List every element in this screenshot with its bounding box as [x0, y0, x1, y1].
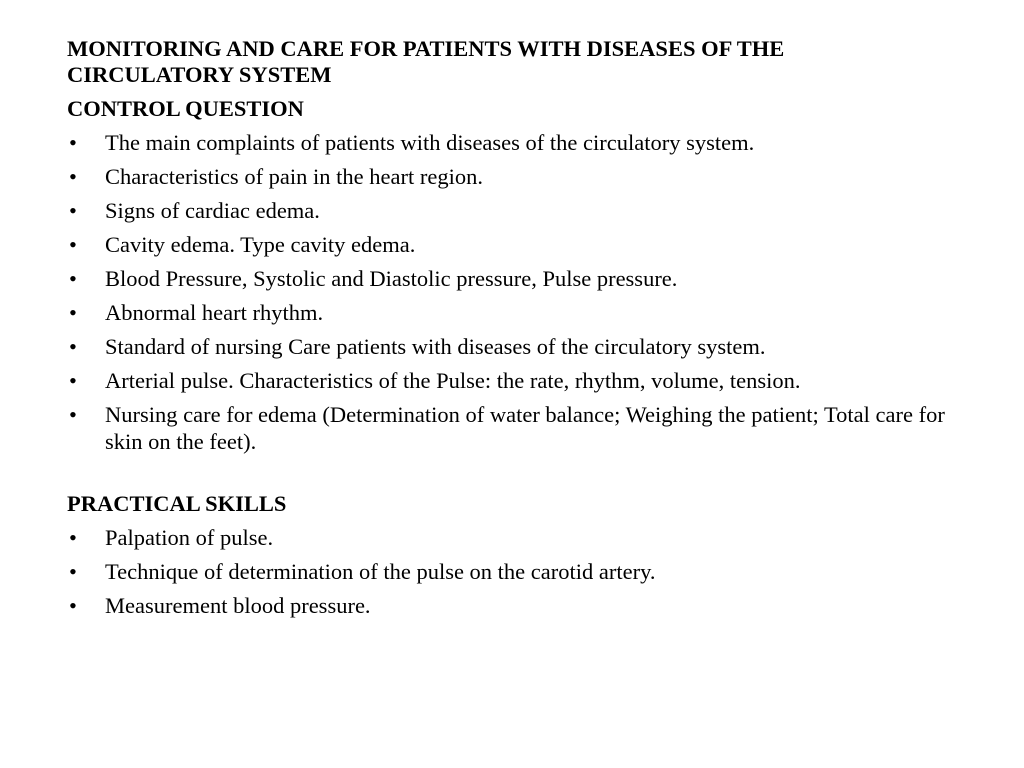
list-item: • Technique of determination of the pulse on the carotid artery. [69, 559, 656, 584]
list-item: • Cavity edema. Type cavity edema. [69, 232, 416, 257]
page-title: MONITORING AND CARE FOR PATIENTS WITH DISEASES OF THE CIRCULATORY SYSTEM [67, 36, 785, 87]
list-item: • Abnormal heart rhythm. [69, 300, 324, 325]
bullet-icon: • [69, 266, 77, 291]
bullet-icon: • [69, 368, 77, 393]
list-item: • The main complaints of patients with diseases of the circulatory system. [69, 130, 755, 155]
bullet-icon: • [69, 334, 77, 359]
bullet-icon: • [69, 164, 77, 189]
list-item: • Characteristics of pain in the heart region. [69, 164, 483, 189]
bullet-icon: • [69, 593, 77, 618]
slide-content [67, 36, 947, 619]
list-item: • Signs of cardiac edema. [69, 198, 320, 223]
bullet-icon: • [69, 130, 77, 155]
bullet-icon: • [69, 525, 77, 550]
bullet-icon: • [69, 559, 77, 584]
practical-skills-list [67, 524, 947, 619]
list-item: • Nursing care for edema (Determination of water balance; Weighing the patient; Total care for skin on the feet). [69, 402, 945, 454]
bullet-icon: • [69, 198, 77, 223]
list-item: • Standard of nursing Care patients with diseases of the circulatory system. [69, 334, 766, 359]
bullet-icon: • [69, 300, 77, 325]
list-item: • Palpation of pulse. [69, 525, 274, 550]
bullet-icon: • [69, 232, 77, 257]
control-question-heading: CONTROL QUESTION [67, 96, 304, 121]
control-question-list [67, 129, 947, 455]
list-item: • Blood Pressure, Systolic and Diastolic pressure, Pulse pressure. [69, 266, 678, 291]
practical-skills-heading: PRACTICAL SKILLS [67, 491, 287, 516]
list-item: • Measurement blood pressure. [69, 593, 371, 618]
bullet-icon: • [69, 402, 77, 427]
list-item: • Arterial pulse. Characteristics of the Pulse: the rate, rhythm, volume, tension. [69, 368, 801, 393]
